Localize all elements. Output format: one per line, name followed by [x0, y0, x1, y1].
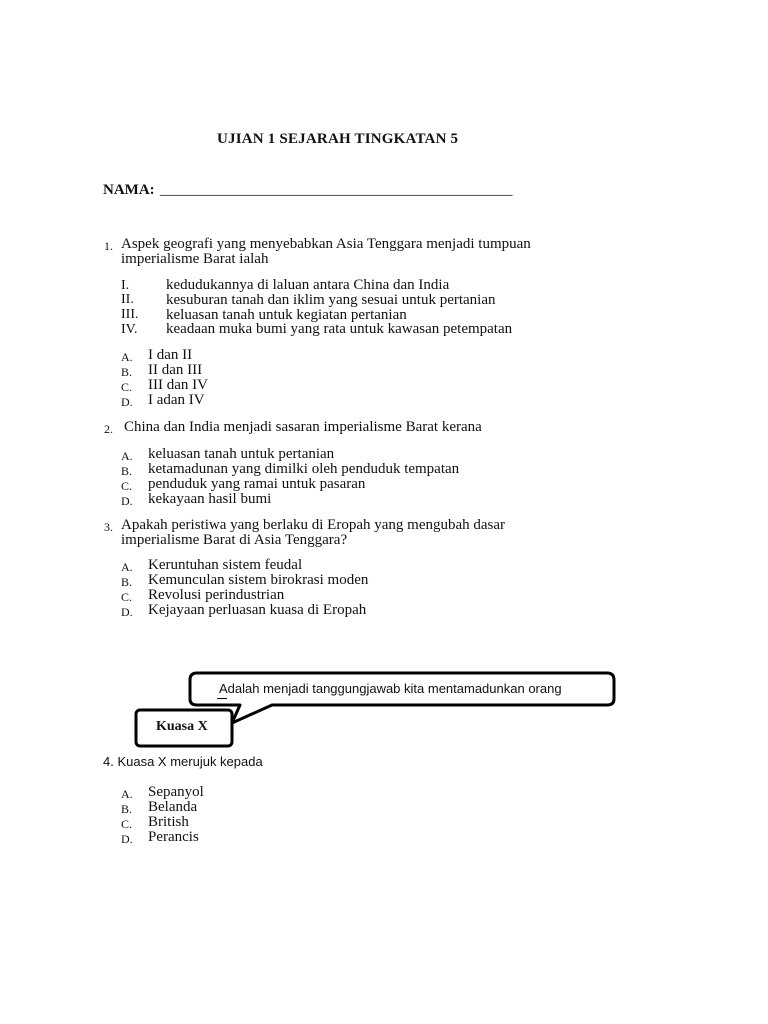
- option-text: kekayaan hasil bumi: [148, 491, 272, 507]
- option-text: Keruntuhan sistem feudal: [148, 557, 303, 573]
- statement-text: keluasan tanah untuk kegiatan pertanian: [166, 307, 407, 323]
- option-text: Sepanyol: [148, 784, 204, 800]
- option-text: British: [148, 814, 189, 830]
- option-letter: D.: [121, 494, 133, 508]
- option-letter: A.: [121, 560, 133, 574]
- statement-numeral: I.: [121, 278, 130, 293]
- option-text: III dan IV: [148, 377, 208, 393]
- name-blank-line: _______________________________________________: [160, 182, 513, 198]
- option-letter: C.: [121, 590, 133, 604]
- option-text: Kemunculan sistem birokrasi moden: [148, 572, 369, 588]
- statement-text: keadaan muka bumi yang rata untuk kawasan petempatan: [166, 321, 513, 337]
- question-number: 2.: [104, 422, 113, 436]
- option-letter: C.: [121, 817, 133, 831]
- option-text: ketamadunan yang dimilki oleh penduduk tempatan: [148, 461, 460, 477]
- speaker-label: Kuasa X: [156, 719, 208, 734]
- name-label: NAMA:: [103, 182, 155, 198]
- question-text: imperialisme Barat di Asia Tenggara?: [121, 532, 348, 548]
- option-text: Perancis: [148, 829, 199, 845]
- option-letter: D.: [121, 605, 133, 619]
- option-letter: B.: [121, 365, 133, 379]
- option-letter: B.: [121, 464, 133, 478]
- option-letter: A.: [121, 449, 133, 463]
- option-text: I dan II: [148, 347, 193, 363]
- statement-text: kedudukannya di laluan antara China dan India: [166, 277, 450, 293]
- option-text: penduduk yang ramai untuk pasaran: [148, 476, 366, 492]
- option-letter: A.: [121, 350, 133, 364]
- question-text: Apakah peristiwa yang berlaku di Eropah yang mengubah dasar: [121, 517, 506, 533]
- question-text: China dan India menjadi sasaran imperialisme Barat kerana: [124, 419, 482, 435]
- statement-text: kesuburan tanah dan iklim yang sesuai untuk pertanian: [166, 292, 496, 308]
- statement-numeral: III.: [121, 307, 139, 322]
- question-text: Aspek geografi yang menyebabkan Asia Tenggara menjadi tumpuan: [121, 236, 531, 252]
- page-title: UJIAN 1 SEJARAH TINGKATAN 5: [217, 131, 459, 147]
- option-text: I adan IV: [148, 392, 205, 408]
- option-letter: B.: [121, 575, 133, 589]
- option-letter: C.: [121, 380, 133, 394]
- question-text: 4. Kuasa X merujuk kepada: [103, 754, 263, 769]
- callout-underline: [217, 698, 227, 699]
- option-text: Kejayaan perluasan kuasa di Eropah: [148, 602, 367, 618]
- question-number: 3.: [104, 520, 113, 534]
- option-letter: D.: [121, 832, 133, 846]
- option-text: II dan III: [148, 362, 203, 378]
- question-text: imperialisme Barat ialah: [121, 251, 269, 267]
- statement-numeral: II.: [121, 292, 134, 307]
- callout-text: Adalah menjadi tanggungjawab kita mentamadunkan orang: [219, 681, 562, 696]
- option-letter: C.: [121, 479, 133, 493]
- option-text: Revolusi perindustrian: [148, 587, 285, 603]
- option-letter: A.: [121, 787, 133, 801]
- statement-numeral: IV.: [121, 322, 138, 337]
- option-text: Belanda: [148, 799, 198, 815]
- option-letter: D.: [121, 395, 133, 409]
- question-number: 1.: [104, 239, 113, 253]
- option-letter: B.: [121, 802, 133, 816]
- option-text: keluasan tanah untuk pertanian: [148, 446, 335, 462]
